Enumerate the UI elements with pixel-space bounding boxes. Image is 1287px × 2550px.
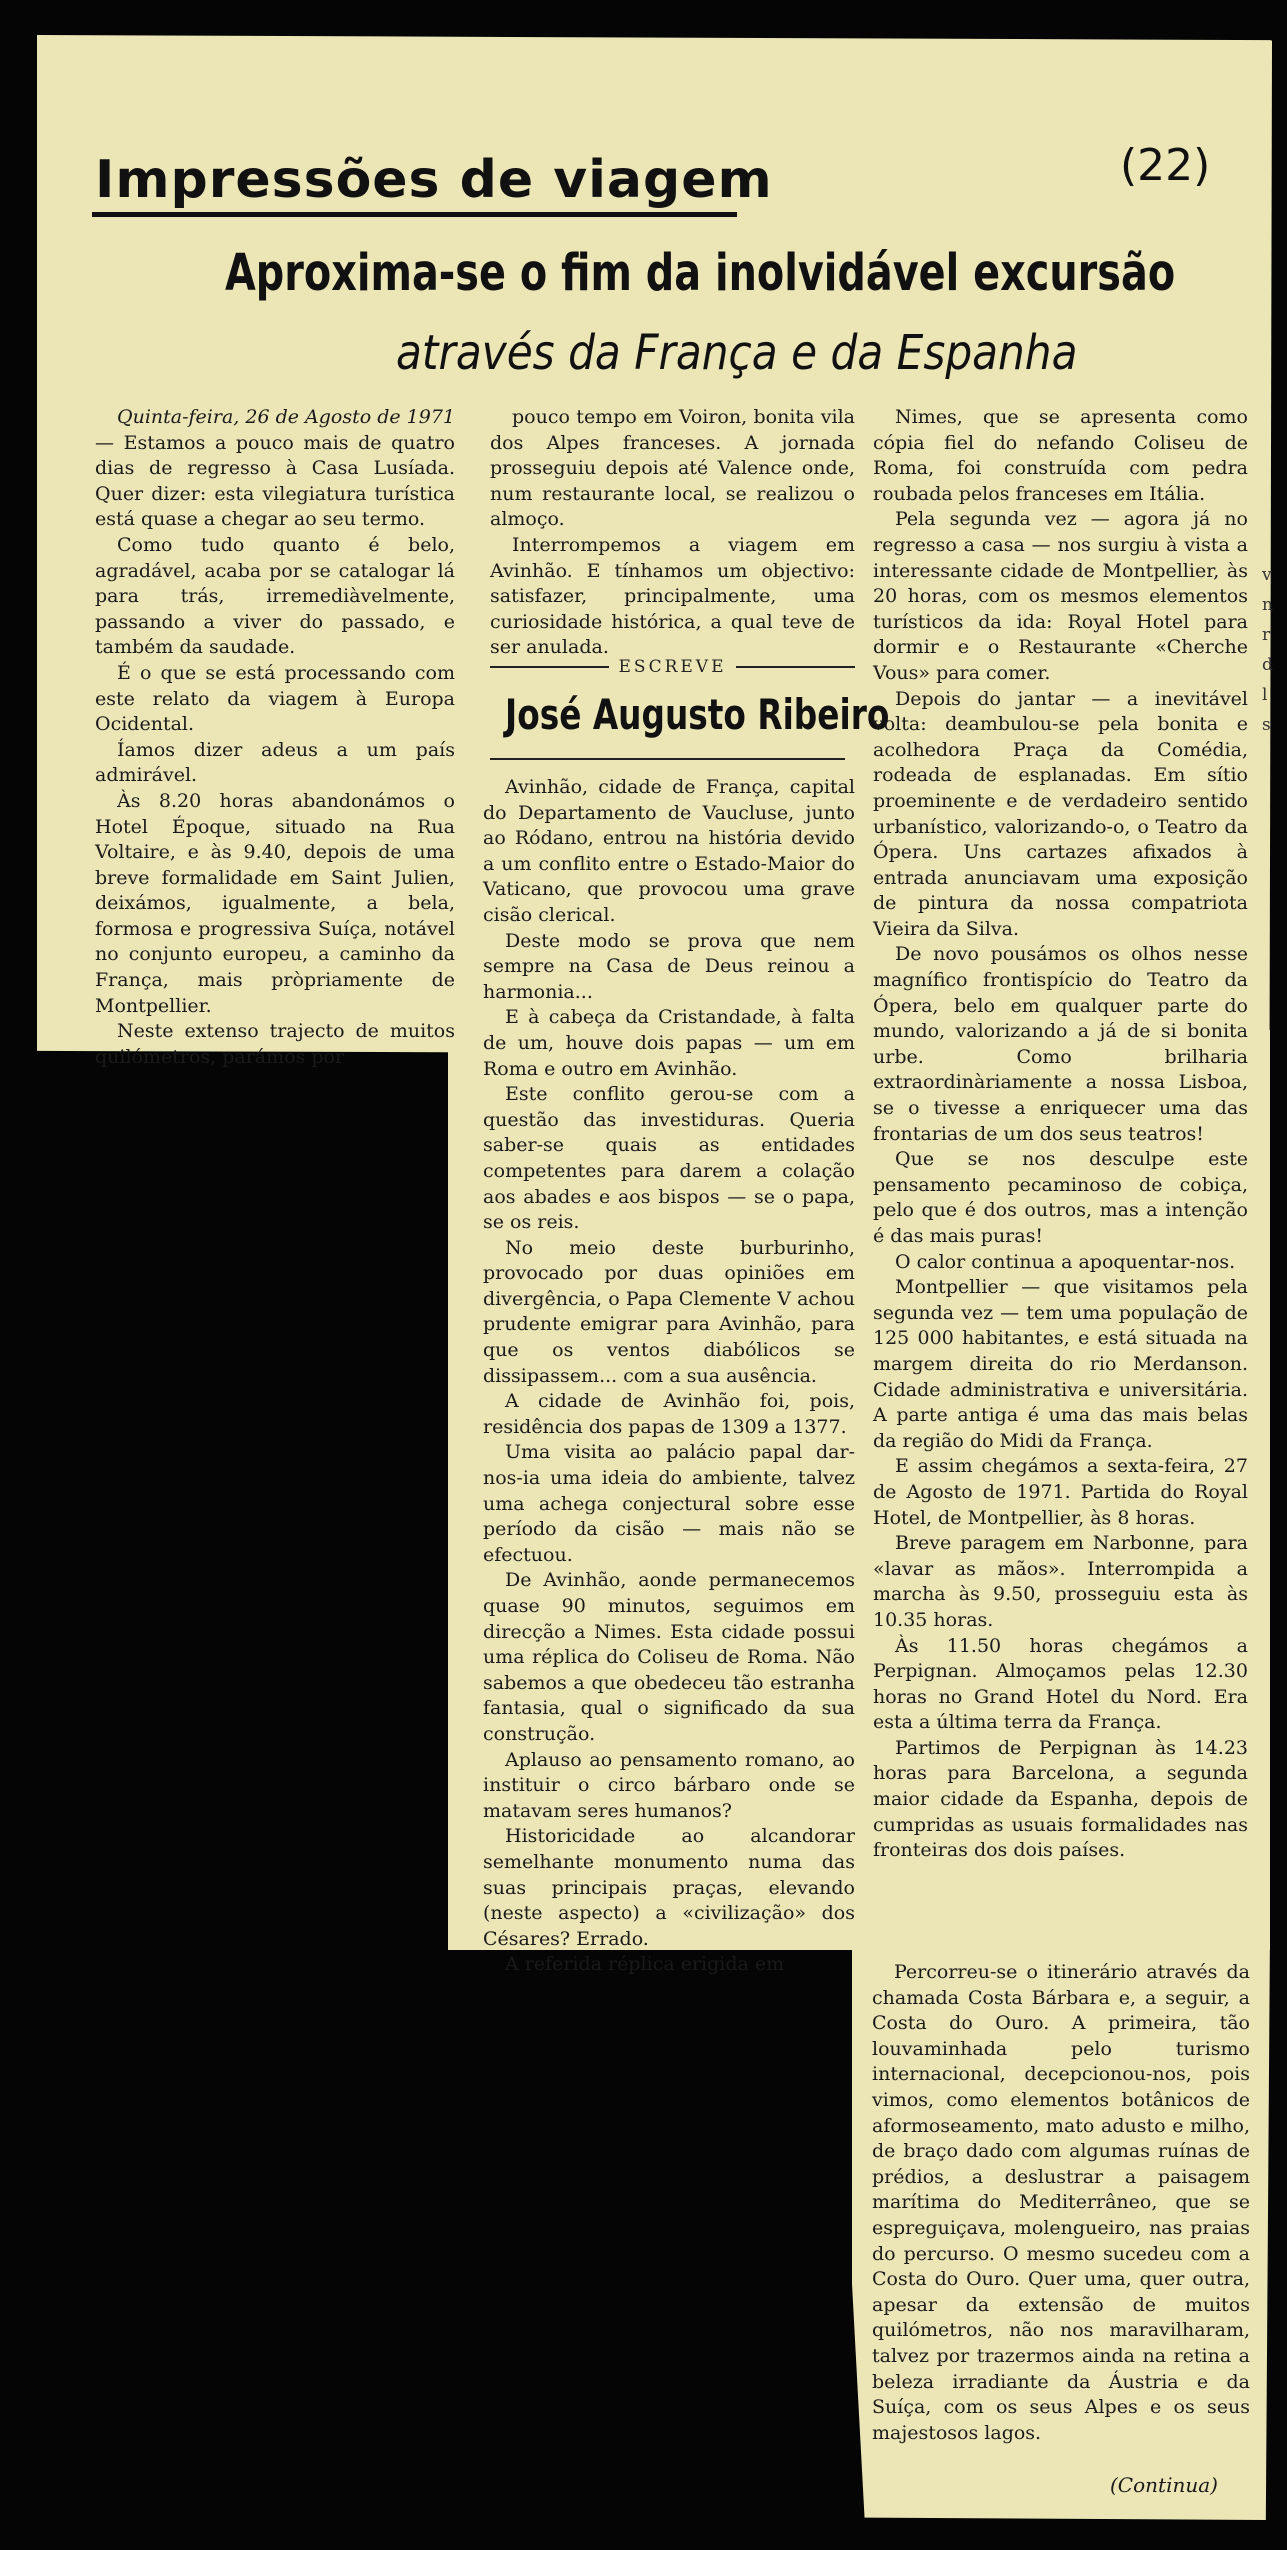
paragraph: No meio deste burburinho, provocado por duas opiniões em divergência, o Papa Clemente V achou prudente emigrar para Avinhão, para que os ventos diabólicos se dissipassem... com a sua ausência.: [483, 1236, 855, 1387]
paragraph: Este conflito gerou-se com a questão das investiduras. Queria saber-se quais as entidades competentes para darem a colação aos abades e aos bispos — se o papa, se os reis.: [483, 1083, 855, 1234]
paragraph: E assim chegámos a sexta-feira, 27 de Agosto de 1971. Partida do Royal Hotel, de Montpellier, às 8 horas.: [873, 1455, 1248, 1529]
paragraph: Partimos de Perpignan às 14.23 horas para Barcelona, a segunda maior cidade da Espanha, depois de cumpridas as usuais formalidades nas fronteiras dos dois países.: [873, 1736, 1248, 1862]
paragraph: Nimes, que se apresenta como cópia fiel do nefando Coliseu de Roma, foi construída com pedra roubada pelos franceses em Itália.: [873, 406, 1248, 505]
paragraph: Breve paragem em Narbonne, para «lavar as mãos». Interrompida a marcha às 9.50, prosseguiu esta às 10.35 horas.: [873, 1532, 1248, 1631]
paragraph: Pela segunda vez — agora já no regresso a casa — nos surgiu à vista a interessante cidade de Montpellier, às 20 horas, com os mesmos elementos turísticos da ida: Royal Hotel para dormir e o Restaurante «Cherche Vous» para comer.: [873, 508, 1248, 684]
paragraph: Deste modo se prova que nem sempre na Casa de Deus reinou a harmonia...: [483, 929, 855, 1003]
section-title-underline: [92, 212, 737, 217]
paragraph: De novo pousámos os olhos nesse magnífico frontispício do Teatro da Ópera, belo em qualquer parte do mundo, valorizando a já de si bonita urbe. Como brilharia extraordinàriamente a nossa Lisboa, se o tivesse a enriquecer uma das frontarias de um dos seus teatros!: [873, 943, 1248, 1145]
paragraph: pouco tempo em Voiron, bonita vila dos Alpes franceses. A jornada prosseguiu depois até Valence onde, num restaurante local, se realizou o almoço.: [490, 406, 855, 531]
paragraph: Que se nos desculpe este pensamento pecaminoso de cobiça, pelo que é dos outros, mas a intenção é das mais puras!: [873, 1148, 1248, 1247]
paragraph: Íamos dizer adeus a um país admirável.: [95, 738, 455, 787]
adjacent-article-edge-letters: v n r d l s: [1262, 565, 1273, 735]
byline-rule-left: [490, 666, 609, 668]
paragraph: Neste extenso trajecto de muitos quilómetros, parámos por: [95, 1020, 455, 1068]
section-title: Impressões de viagem: [95, 150, 773, 210]
paragraph: Interrompemos a viagem em Avinhão. E tínhamos um objectivo: satisfazer, principalmente, uma curiosidade histórica, a qual teve de ser anulada.: [490, 533, 855, 659]
continued-note: (Continua): [1110, 2473, 1218, 2497]
paragraph: Avinhão, cidade de França, capital do Departamento de Vaucluse, junto ao Ródano, entrou na história devido a um conflito entre o Estado-Maior do Vaticano, que provocou uma grave cisão clerical.: [483, 776, 855, 926]
article-column-2-top: [490, 405, 855, 661]
paragraph: — Estamos a pouco mais de quatro dias de regresso à Casa Lusíada. Quer dizer: esta vilegiatura turística está quase a chegar ao seu termo.: [95, 431, 455, 531]
byline-label-text: ESCREVE: [618, 657, 727, 677]
byline-rule-right: [736, 666, 855, 668]
paragraph: E à cabeça da Cristandade, à falta de um, houve dois papas — um em Roma e outro em Avinhão.: [483, 1006, 855, 1080]
paragraph: A cidade de Avinhão foi, pois, residência dos papas de 1309 a 1377.: [483, 1390, 855, 1438]
paragraph: A referida réplica erigida em: [505, 1953, 785, 1976]
issue-number: (22): [1120, 140, 1211, 191]
byline-author: José Augusto Ribeiro: [505, 690, 890, 739]
paragraph: Às 11.50 horas chegámos a Perpignan. Almoçamos pelas 12.30 horas no Grand Hotel du Nord. Era esta a última terra da França.: [873, 1634, 1248, 1734]
paragraph: De Avinhão, aonde permanecemos quase 90 minutos, seguimos em direcção a Nimes. Esta cidade possui uma réplica do Coliseu de Roma. Não sabemos a que obedeceu tão estranha fantasia, qual o significado da sua construção.: [483, 1569, 855, 1745]
subheadline: através da França e da Espanha: [396, 325, 1078, 381]
byline-underline: [490, 758, 845, 760]
paragraph: Montpellier — que visitamos pela segunda vez — tem uma população de 125 000 habitantes, e está situada na margem direita do rio Merdanson. Cidade administrativa e universitária. A parte antiga é uma das mais belas da região do Midi da França.: [873, 1276, 1248, 1452]
article-column-2-bottom: [483, 775, 855, 1978]
byline-label: [490, 657, 855, 677]
paragraph: Depois do jantar — a inevitável volta: deambulou-se pela bonita e acolhedora Praça da Comédia, rodeada de esplanadas. Em sítio proeminente e de verdadeiro sentido urbanístico, valorizando-o, o Teatro da Ópera. Uns cartazes afixados à entrada anunciavam uma exposição de pintura da nossa compatriota Vieira da Silva.: [873, 687, 1248, 940]
paragraph: Aplauso ao pensamento romano, ao instituir o circo bárbaro onde se matavam seres humanos?: [483, 1748, 855, 1822]
article-column-1: [95, 405, 455, 1070]
paragraph: Uma visita ao palácio papal dar-nos-ia uma ideia do ambiente, talvez uma achega conjectural sobre esse período da cisão — mais não se efectuou.: [483, 1441, 855, 1566]
paragraph: É o que se está processando com este relato da viagem à Europa Ocidental.: [95, 661, 455, 736]
paragraph: Percorreu-se o itinerário através da chamada Costa Bárbara e, a seguir, a Costa do Ouro. A primeira, tão louvaminhada pelo turismo internacional, decepcionou-nos, pois vimos, como elementos botânicos de aformoseamento, mato adusto e milho, de braço dado com algumas ruínas de prédios, a deslustrar a paisagem marítima do Mediterrâneo, que se espreguiçava, molengueiro, nas praias do percurso. O mesmo sucedeu com a Costa do Ouro. Quer uma, quer outra, apesar da extensão de muitos quilómetros, não nos maravilharam, talvez por trazermos ainda na retina a beleza irradiante da Áustria e da Suíça, com os seus Alpes e os seus majestosos lagos.: [872, 1961, 1250, 2444]
paragraph: Às 8.20 horas abandonámos o Hotel Époque, situado na Rua Voltaire, e às 9.40, depois de uma breve formalidade em Saint Julien, deixámos, igualmente, a bela, formosa e progressiva Suíça, notável no conjunto europeu, a caminho da França, mais pròpriamente de Montpellier.: [95, 789, 455, 1017]
paragraph: O calor continua a apoquentar-nos.: [895, 1250, 1236, 1273]
article-column-3: [873, 405, 1248, 1864]
article-column-3-bottom: [872, 1960, 1250, 2446]
paragraph: Como tudo quanto é belo, agradável, acaba por se catalogar lá para trás, irremediàvelmente, passando a viver do passado, e também da saudade.: [95, 533, 455, 659]
headline: Aproxima-se o fim da inolvidável excursão: [225, 244, 1176, 303]
paragraph: Historicidade ao alcandorar semelhante monumento numa das suas principais praças, elevando (neste aspecto) a «civilização» dos Césares? Errado.: [483, 1825, 855, 1950]
dateline: Quinta-feira, 26 de Agosto de 1971: [117, 406, 456, 428]
